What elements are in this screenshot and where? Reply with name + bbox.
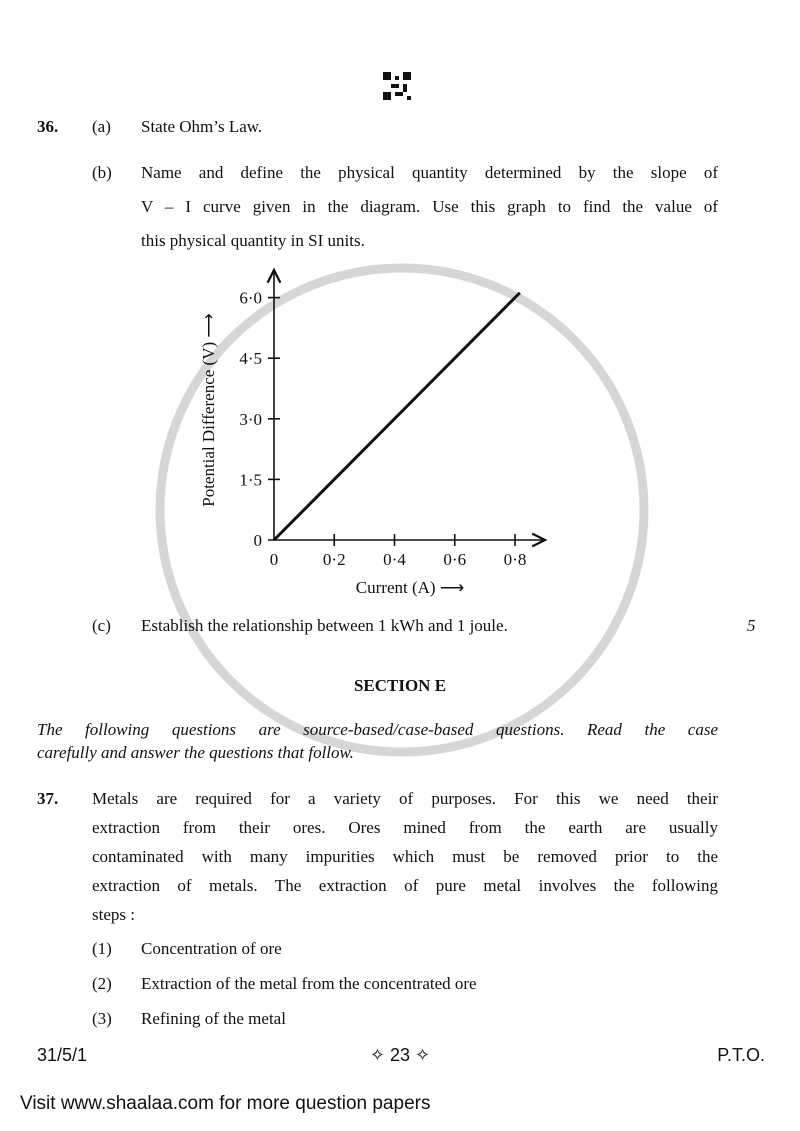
paper-code: 31/5/1 — [37, 1045, 88, 1065]
y-tick-label: 0 — [253, 531, 262, 550]
step-text: Concentration of ore — [141, 939, 282, 958]
q37-line: extraction of metals. The extraction of pure metal involves the following — [92, 876, 718, 895]
question-number: 36. — [37, 117, 59, 136]
q37-line: extraction from their ores. Ores mined from the earth are usually — [92, 818, 718, 837]
part-label: (a) — [92, 117, 111, 136]
visit-link[interactable]: Visit www.shaalaa.com for more question papers — [20, 1093, 431, 1114]
qr-code-icon — [383, 72, 411, 100]
q37-line: steps : — [92, 905, 135, 924]
x-tick-label: 0·2 — [322, 550, 346, 569]
y-tick-label: 1·5 — [239, 470, 262, 490]
step-text: Refining of the metal — [141, 1009, 286, 1028]
part-b-line: this physical quantity in SI units. — [141, 231, 365, 250]
q37-line: Metals are required for a variety of purposes. For this we need their — [92, 789, 718, 808]
x-axis-label: Current (A) ⟶ — [355, 578, 465, 597]
section-intro-line: carefully and answer the questions that follow. — [37, 743, 354, 762]
part-a-text: State Ohm’s Law. — [141, 117, 263, 136]
part-b-line: V – I curve given in the diagram. Use this graph to find the value of — [141, 197, 718, 216]
x-tick-label: 0 — [269, 550, 279, 569]
step-label: (3) — [92, 1009, 112, 1028]
y-tick-label: 3·0 — [239, 409, 262, 429]
pto-label: P.T.O. — [717, 1045, 765, 1065]
question-number: 37. — [37, 789, 59, 808]
y-tick-label: 6·0 — [239, 288, 262, 308]
step-label: (2) — [92, 974, 112, 993]
marks: 5 — [747, 616, 756, 635]
part-label: (b) — [92, 163, 112, 182]
q37-line: contaminated with many impurities which must be removed prior to the — [92, 847, 718, 866]
x-tick-label: 0·4 — [383, 550, 406, 569]
part-b-line: Name and define the physical quantity determined by the slope of — [141, 163, 718, 182]
x-tick-label: 0·8 — [503, 550, 527, 569]
part-c-text: Establish the relationship between 1 kWh and 1 joule. — [141, 616, 508, 635]
section-heading: SECTION E — [353, 676, 447, 695]
part-label: (c) — [92, 616, 111, 635]
vi-graph — [190, 260, 560, 605]
y-axis-label: Potential Difference (V) ⟶ — [199, 313, 218, 507]
step-label: (1) — [92, 939, 112, 958]
section-intro-line: The following questions are source-based/case-based questions. Read the case — [37, 720, 718, 739]
data-line — [274, 293, 520, 540]
page-number: ✧ 23 ✧ — [369, 1045, 431, 1065]
x-tick-label: 0·6 — [443, 550, 467, 569]
y-tick-label: 4·5 — [239, 349, 262, 369]
step-text: Extraction of the metal from the concentrated ore — [141, 974, 477, 993]
